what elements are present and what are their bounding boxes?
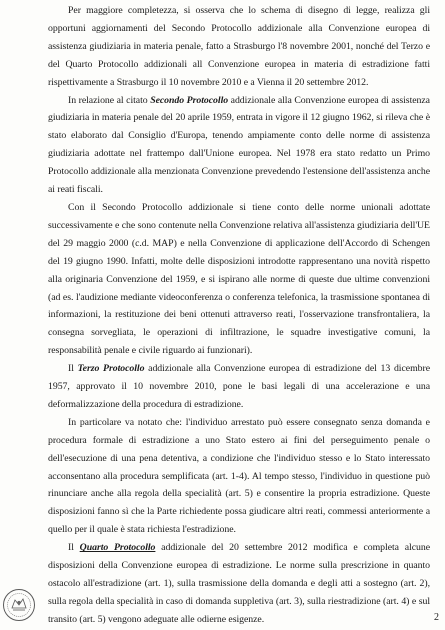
paragraph-6	[48, 539, 430, 629]
paragraph-2-before: In relazione al citato	[68, 94, 151, 106]
official-stamp-icon	[2, 588, 36, 622]
paragraph-1: Per maggiore completezza, si osserva che lo schema di disegno di legge, realizza gli opportuni aggiornamenti del Secondo Protocollo addizionale alla Convenzione europea di assistenza giudiziaria in materia penale, fatto a Strasburgo l'8 novembre 2001, nonché del Terzo e del Quarto Protocollo addizionali all Convenzione europea in materia di estradizione fatti rispettivamente a Strasburgo il 10 novembre 2010 e a Vienna il 20 settembre 2012.	[48, 5, 430, 88]
body-text	[48, 2, 430, 629]
paragraph-4	[48, 360, 430, 414]
paragraph-6-emphasis	[80, 542, 156, 553]
paragraph-2	[48, 92, 430, 199]
paragraph-2-after: addizionale alla Convenzione europea di assistenza giudiziaria in materia penale del 20 aprile 1959, entrata in vigore il 12 giugno 1962, si rileva che è stato elaborato dal Consiglio d'Europa, tenendo ampiamente conto delle norme di assistenza giudiziaria adottate nel frattempo dall'Unione europea. Nel 1978 era stato redatto un Primo Protocollo addizionale alla menzionata Convenzione prevedendo l'estensione dell'assistenza anche ai reati fiscali.	[48, 94, 430, 196]
paragraph-6-emphasis-text: Quarto Protocollo	[79, 542, 156, 554]
page-number: 2	[434, 612, 439, 623]
paragraph-5: In particolare va notato che: l'individuo arrestato può essere consegnato senza domanda e procedura formale di estradizione a uno Stato estero ai fini del perseguimento penale o dell'esecuzione di una pena detentiva, a condizione che l'individuo stesso e lo Stato interessato acconsentano alla procedura semplificata (art. 1-4). Al tempo stesso, l'individuo in questione può rinunciare anche alla regola della specialità (art. 5) e consentire la propria estradizione. Queste disposizioni fanno sì che la Parte richiedente possa giudicare altri reati, commessi anteriormente a quello per il quale è stata richiesta l'estradizione.	[48, 416, 430, 536]
paragraph-2-emphasis: Secondo Protocollo	[150, 94, 229, 106]
paragraph-4-after: addizionale alla Convenzione europea di estradizione del 13 dicembre 1957, approvato il 10 novembre 2010, pone le basi legali di una accelerazione e una deformalizzazione della procedura di estradizione.	[48, 363, 430, 410]
paragraph-6-before: Il	[68, 542, 80, 554]
paragraph-3: Con il Secondo Protocollo addizionale si tiene conto delle norme unionali adottate successivamente e che sono contenute nella Convenzione relativa all'assistenza giudiziaria dell'UE del 29 maggio 2000 (c.d. MAP) e nella Convenzione di applicazione dell'Accordo di Schengen del 19 giugno 1990. Infatti, molte delle disposizioni introdotte rappresentano una novità rispetto alla originaria Convenzione del 1959, e si ispirano alle norme di queste due ultime convenzioni (ad es. l'audizione mediante videoconferenza o conferenza telefonica, la trasmissione spontanea di informazioni, la restituzione dei beni ottenuti attraverso reati, l'osservazione transfrontaliera, la consegna sorvegliata, le operazioni di infiltrazione, le squadre investigative comuni, la responsabilità penale e civile riguardo ai funzionari).	[48, 201, 430, 357]
paragraph-4-before: Il	[68, 363, 78, 375]
paragraph-6-after: addizionale del 20 settembre 2012 modifica e completa alcune disposizioni della Convenzione europea di estradizione. Le norme sulla prescrizione in quanto ostacolo all'estradizione (art. 1), sulla trasmissione della domanda e degli atti a sostegno (art. 2), sulla regola della specialità in caso di domanda suppletiva (art. 3), sulla riestradizione (art. 4) e sul transito (art. 5) vengono adeguate alle odierne esigenze.	[48, 542, 430, 625]
paragraph-4-emphasis: Terzo Protocollo	[77, 363, 145, 375]
